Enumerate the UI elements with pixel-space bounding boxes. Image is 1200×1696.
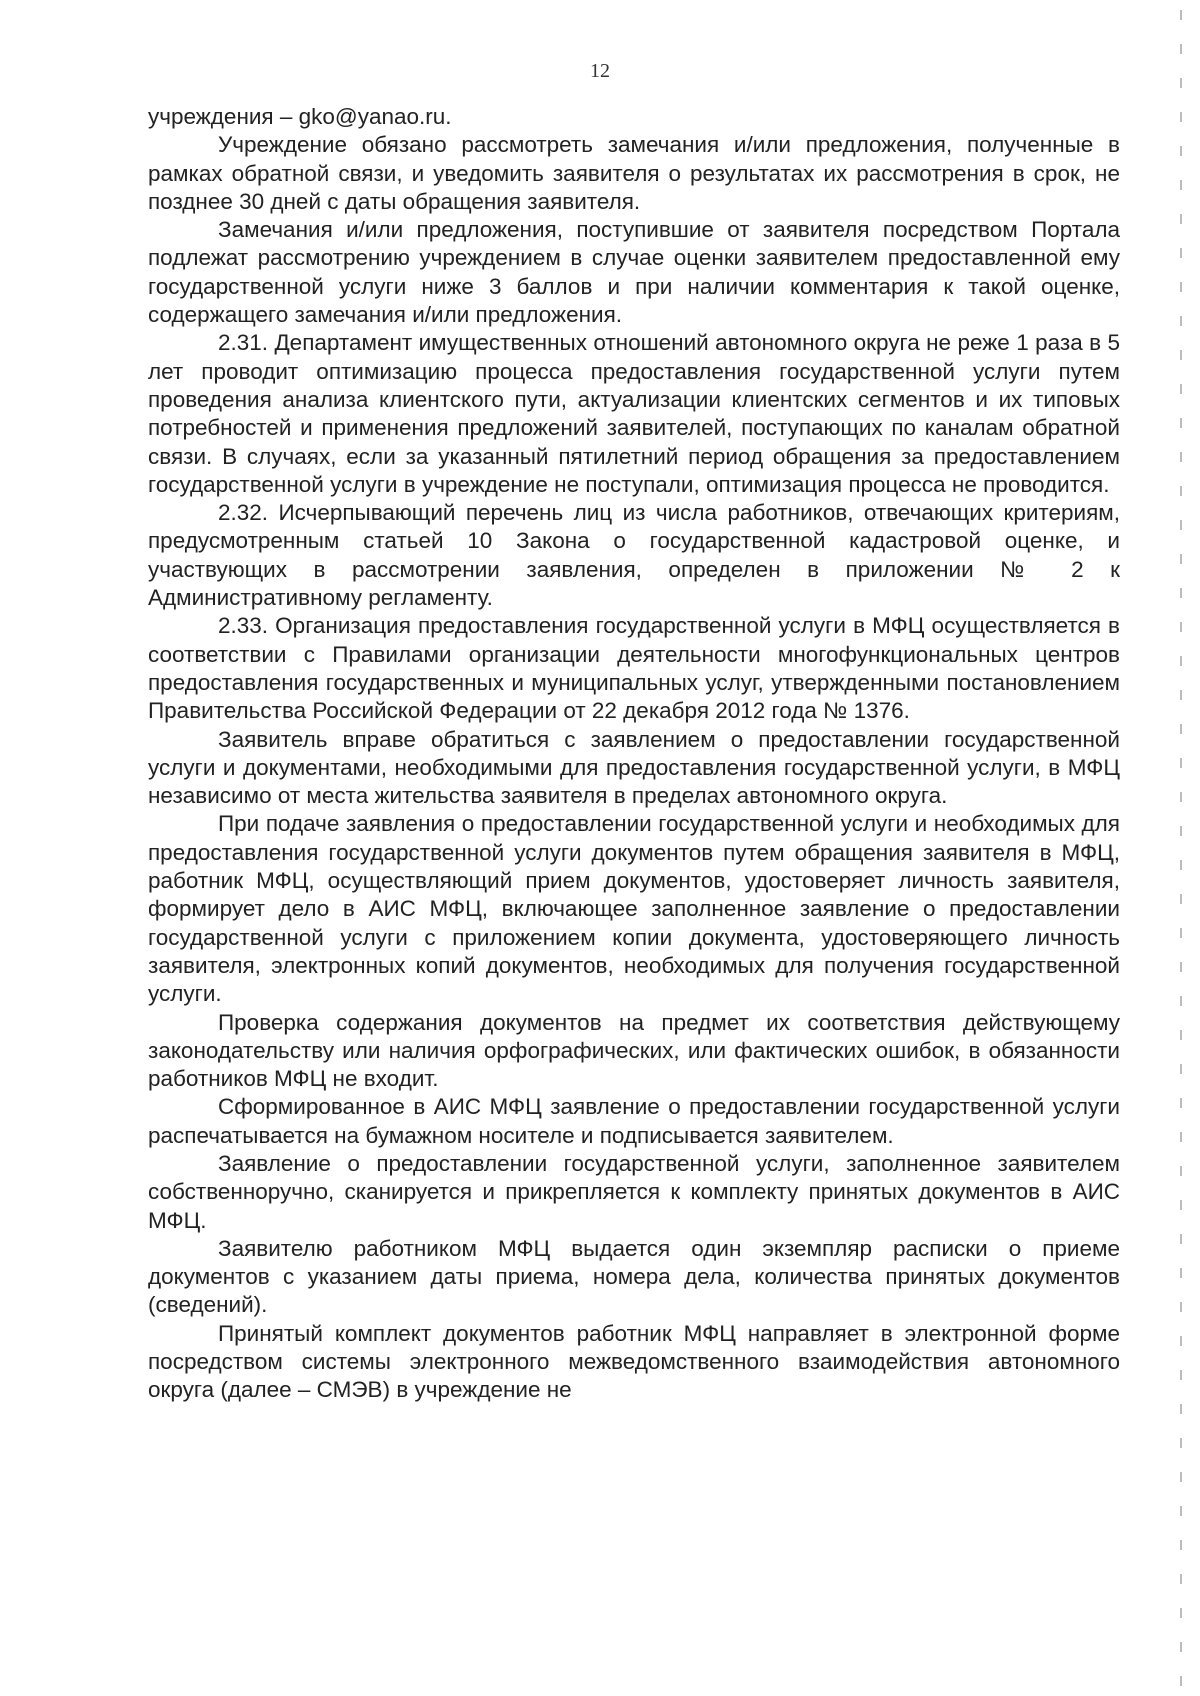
paragraph-portal-comments: Замечания и/или предложения, поступившие от заявителя посредством Портала подлежат рассмотрению учреждением в случае оценки заявителем предоставленной ему государственной услуги ниже 3 баллов и при наличии комментария к такой оценке, содержащего замечания и/или предложения. [148, 217, 1120, 328]
paragraph-handwritten-application: Заявление о предоставлении государственной услуги, заполненное заявителем собственноручно, сканируется и прикрепляется к комплекту принятых документов в АИС МФЦ. [148, 1150, 1120, 1233]
paragraph-2-32: 2.32. Исчерпывающий перечень лиц из числа работников, отвечающих критериям, предусмотренным статьей 10 Закона о государственной кадастровой оценке, и участвующих в рассмотрении заявления, определен в приложении № 2 к Административному регламенту. [148, 500, 1120, 611]
paragraph-feedback-review: Учреждение обязано рассмотреть замечания и/или предложения, полученные в рамках обратной связи, и уведомить заявителя о результатах их рассмотрения в срок, не позднее 30 дней с даты обращения заявителя. [148, 132, 1120, 214]
paragraph-2-31: 2.31. Департамент имущественных отношений автономного округа не реже 1 раза в 5 лет проводит оптимизацию процесса предоставления государственной услуги путем проведения анализа клиентского пути, актуализации клиентских сегментов и их типовых потребностей и применения предложений заявителей, поступающих по каналам обратной связи. В случаях, если за указанный пятилетний период обращения за предоставлением государственной услуги в учреждение не поступали, оптимизация процесса не проводится. [148, 330, 1120, 497]
paragraph-2-33: 2.33. Организация предоставления государственной услуги в МФЦ осуществляется в соответствии с Правилами организации деятельности многофункциональных центров предоставления государственных и муниципальных услуг, утвержденными постановлением Правительства Российской Федерации от 22 декабря 2012 года № 1376. [148, 613, 1120, 724]
paragraph-printed-application: Сформированное в АИС МФЦ заявление о предоставлении государственной услуги распечатывается на бумажном носителе и подписывается заявителем. [148, 1094, 1120, 1148]
paragraph-mfc-submission: При подаче заявления о предоставлении государственной услуги и необходимых для предоставления государственной услуги документов путем обращения заявителя в МФЦ, работник МФЦ, осуществляющий прием документов, удостоверяет личность заявителя, формирует дело в АИС МФЦ, включающее заполненное заявление о предоставлении государственной услуги с приложением копии документа, удостоверяющего личность заявителя, электронных копий документов, необходимых для получения государственной услуги. [148, 811, 1120, 1007]
scan-edge-line [1180, 10, 1182, 1690]
paragraph-receipt: Заявителю работником МФЦ выдается один экземпляр расписки о приеме документов с указанием даты приема, номера дела, количества принятых документов (сведений). [148, 1235, 1120, 1318]
paragraph-continuation: учреждения – gko@yanao.ru. [148, 104, 452, 129]
document-body [148, 103, 1120, 1405]
page-number: 12 [590, 60, 610, 82]
paragraph-document-check: Проверка содержания документов на предмет их соответствия действующему законодательству или наличия орфографических, или фактических ошибок, в обязанности работников МФЦ не входит. [148, 1009, 1120, 1092]
paragraph-smev-transfer: Принятый комплект документов работник МФЦ направляет в электронной форме посредством системы электронного межведомственного взаимодействия автономного округа (далее – СМЭВ) в учреждение не [148, 1320, 1120, 1403]
paragraph-mfc-applicant-right: Заявитель вправе обратиться с заявлением о предоставлении государственной услуги и документами, необходимыми для предоставления государственной услуги, в МФЦ независимо от места жительства заявителя в пределах автономного округа. [148, 726, 1120, 809]
